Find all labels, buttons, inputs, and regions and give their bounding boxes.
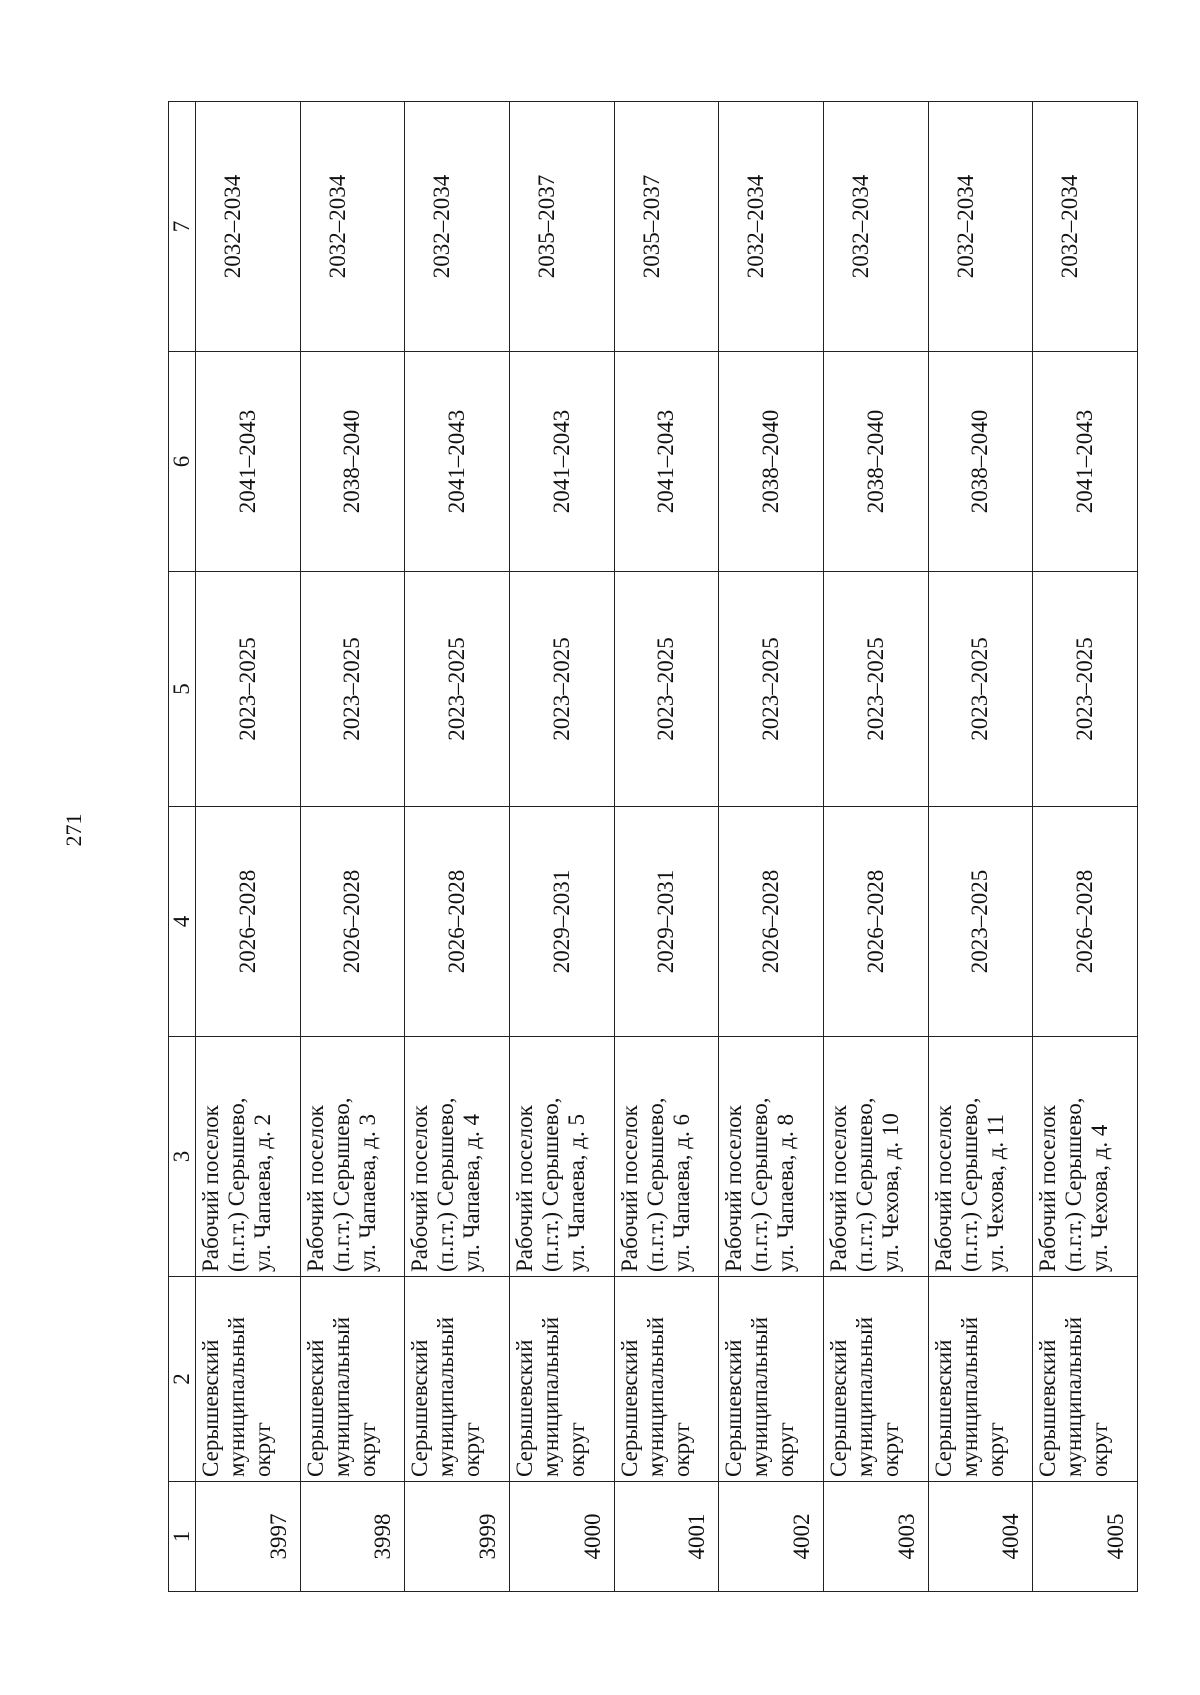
district-cell: [1033, 1277, 1138, 1482]
period-cell-6: 2041–2043: [509, 352, 614, 572]
address-cell: [719, 1037, 824, 1277]
period-cell-4: 2026–2028: [719, 807, 824, 1037]
address-line: Рабочий поселок: [930, 1105, 956, 1272]
district-cell: [614, 1277, 719, 1482]
header-col-3: 3: [169, 1037, 196, 1277]
address-line: (п.г.т.) Серышево,: [1061, 1097, 1087, 1272]
address-line: Рабочий поселок: [198, 1105, 223, 1272]
period-cell-5: 2023–2025: [719, 572, 824, 807]
period-cell-6: 2038–2040: [928, 352, 1033, 572]
period-cell-4: 2026–2028: [300, 807, 405, 1037]
district-cell: [300, 1277, 405, 1482]
address-cell: [509, 1037, 614, 1277]
district-line: Серышевский: [198, 1339, 223, 1477]
address-line: Рабочий поселок: [825, 1105, 851, 1272]
address-cell: [614, 1037, 719, 1277]
district-cell: [928, 1277, 1033, 1482]
table-row: [614, 102, 719, 1592]
table-row: [300, 102, 405, 1592]
period-cell-5: 2023–2025: [300, 572, 405, 807]
address-line: (п.г.т.) Серышево,: [224, 1097, 249, 1272]
address-line: ул. Чапаева, д. 3: [354, 1113, 380, 1272]
district-line: Серышевский: [721, 1339, 747, 1477]
address-line: (п.г.т.) Серышево,: [956, 1097, 982, 1272]
row-number: 3999: [405, 1482, 510, 1592]
header-col-7: 7: [169, 102, 196, 352]
district-line: Серышевский: [930, 1339, 956, 1477]
period-cell-7: 2032–2034: [196, 102, 301, 352]
address-line: ул. Чапаева, д. 4: [459, 1113, 485, 1272]
period-cell-7: 2032–2034: [719, 102, 824, 352]
period-cell-6: 2041–2043: [405, 352, 510, 572]
district-line: округ: [354, 1422, 380, 1477]
row-number: 4005: [1033, 1482, 1138, 1592]
period-cell-5: 2023–2025: [928, 572, 1033, 807]
header-col-6: 6: [169, 352, 196, 572]
period-cell-6: 2041–2043: [614, 352, 719, 572]
address-line: ул. Чапаева, д. 6: [668, 1113, 694, 1272]
address-cell: [405, 1037, 510, 1277]
period-cell-4: 2029–2031: [509, 807, 614, 1037]
district-line: округ: [982, 1422, 1008, 1477]
period-cell-6: 2038–2040: [823, 352, 928, 572]
rotated-table-container: [168, 102, 1138, 1592]
address-line: ул. Чапаева, д. 5: [563, 1113, 589, 1272]
address-line: (п.г.т.) Серышево,: [642, 1097, 668, 1272]
address-line: Рабочий поселок: [511, 1105, 537, 1272]
district-line: Серышевский: [302, 1339, 328, 1477]
address-line: ул. Чапаева, д. 8: [773, 1113, 799, 1272]
page-number: 271: [61, 813, 86, 847]
address-line: (п.г.т.) Серышево,: [537, 1097, 563, 1272]
period-cell-6: 2041–2043: [1033, 352, 1138, 572]
row-number: 4004: [928, 1482, 1033, 1592]
period-cell-7: 2035–2037: [614, 102, 719, 352]
address-cell: [928, 1037, 1033, 1277]
period-cell-6: 2038–2040: [300, 352, 405, 572]
period-cell-7: 2032–2034: [928, 102, 1033, 352]
address-line: ул. Чехова, д. 4: [1087, 1124, 1113, 1272]
district-line: муниципальный: [537, 1316, 563, 1477]
address-cell: [196, 1037, 301, 1277]
district-line: муниципальный: [956, 1316, 982, 1477]
district-line: Серышевский: [1035, 1339, 1061, 1477]
address-cell: [1033, 1037, 1138, 1277]
district-line: Серышевский: [616, 1339, 642, 1477]
district-line: округ: [773, 1422, 799, 1477]
address-line: Рабочий поселок: [721, 1105, 747, 1272]
address-line: Рабочий поселок: [1035, 1105, 1061, 1272]
table-row: [928, 102, 1033, 1592]
district-line: округ: [563, 1422, 589, 1477]
period-cell-5: 2023–2025: [509, 572, 614, 807]
address-line: Рабочий поселок: [616, 1105, 642, 1272]
period-cell-5: 2023–2025: [1033, 572, 1138, 807]
address-line: (п.г.т.) Серышево,: [747, 1097, 773, 1272]
period-cell-7: 2032–2034: [300, 102, 405, 352]
period-cell-6: 2041–2043: [196, 352, 301, 572]
period-cell-7: 2032–2034: [823, 102, 928, 352]
row-number: 3997: [196, 1482, 301, 1592]
district-line: округ: [459, 1422, 485, 1477]
district-line: муниципальный: [1061, 1316, 1087, 1477]
address-line: ул. Чапаева, д. 2: [250, 1113, 275, 1272]
table-row: [509, 102, 614, 1592]
table-row: [823, 102, 928, 1592]
header-col-1: 1: [169, 1482, 196, 1592]
period-cell-7: 2032–2034: [405, 102, 510, 352]
table-row: [719, 102, 824, 1592]
district-line: округ: [250, 1422, 275, 1477]
district-cell: [719, 1277, 824, 1482]
period-cell-6: 2038–2040: [719, 352, 824, 572]
period-cell-4: 2026–2028: [1033, 807, 1138, 1037]
period-cell-4: 2026–2028: [405, 807, 510, 1037]
row-number: 3998: [300, 1482, 405, 1592]
address-line: Рабочий поселок: [302, 1105, 328, 1272]
address-line: (п.г.т.) Серышево,: [433, 1097, 459, 1272]
district-line: округ: [1087, 1422, 1113, 1477]
row-number: 4003: [823, 1482, 928, 1592]
period-cell-5: 2023–2025: [614, 572, 719, 807]
address-line: ул. Чехова, д. 11: [982, 1113, 1008, 1272]
address-line: (п.г.т.) Серышево,: [328, 1097, 354, 1272]
housing-schedule-table: [168, 101, 1138, 1592]
district-line: муниципальный: [642, 1316, 668, 1477]
address-line: (п.г.т.) Серышево,: [851, 1097, 877, 1272]
period-cell-5: 2023–2025: [405, 572, 510, 807]
district-line: муниципальный: [851, 1316, 877, 1477]
district-line: округ: [877, 1422, 903, 1477]
district-cell: [509, 1277, 614, 1482]
district-line: муниципальный: [328, 1316, 354, 1477]
district-cell: [196, 1277, 301, 1482]
table-row: [196, 102, 301, 1592]
address-cell: [823, 1037, 928, 1277]
table-row: [1033, 102, 1138, 1592]
period-cell-5: 2023–2025: [823, 572, 928, 807]
district-line: Серышевский: [407, 1339, 433, 1477]
header-col-4: 4: [169, 807, 196, 1037]
row-number: 4002: [719, 1482, 824, 1592]
period-cell-7: 2032–2034: [1033, 102, 1138, 352]
period-cell-4: 2026–2028: [196, 807, 301, 1037]
address-line: Рабочий поселок: [407, 1105, 433, 1272]
period-cell-5: 2023–2025: [196, 572, 301, 807]
row-number: 4000: [509, 1482, 614, 1592]
district-line: Серышевский: [511, 1339, 537, 1477]
district-line: Серышевский: [825, 1339, 851, 1477]
header-col-2: 2: [169, 1277, 196, 1482]
period-cell-4: 2029–2031: [614, 807, 719, 1037]
district-line: округ: [668, 1422, 694, 1477]
period-cell-7: 2035–2037: [509, 102, 614, 352]
district-cell: [823, 1277, 928, 1482]
district-line: муниципальный: [433, 1316, 459, 1477]
district-line: муниципальный: [747, 1316, 773, 1477]
header-col-5: 5: [169, 572, 196, 807]
table-body: [196, 102, 1138, 1592]
header-row: [169, 102, 196, 1592]
address-cell: [300, 1037, 405, 1277]
district-line: муниципальный: [224, 1316, 249, 1477]
period-cell-4: 2023–2025: [928, 807, 1033, 1037]
period-cell-4: 2026–2028: [823, 807, 928, 1037]
row-number: 4001: [614, 1482, 719, 1592]
address-line: ул. Чехова, д. 10: [877, 1113, 903, 1272]
district-cell: [405, 1277, 510, 1482]
table-row: [405, 102, 510, 1592]
